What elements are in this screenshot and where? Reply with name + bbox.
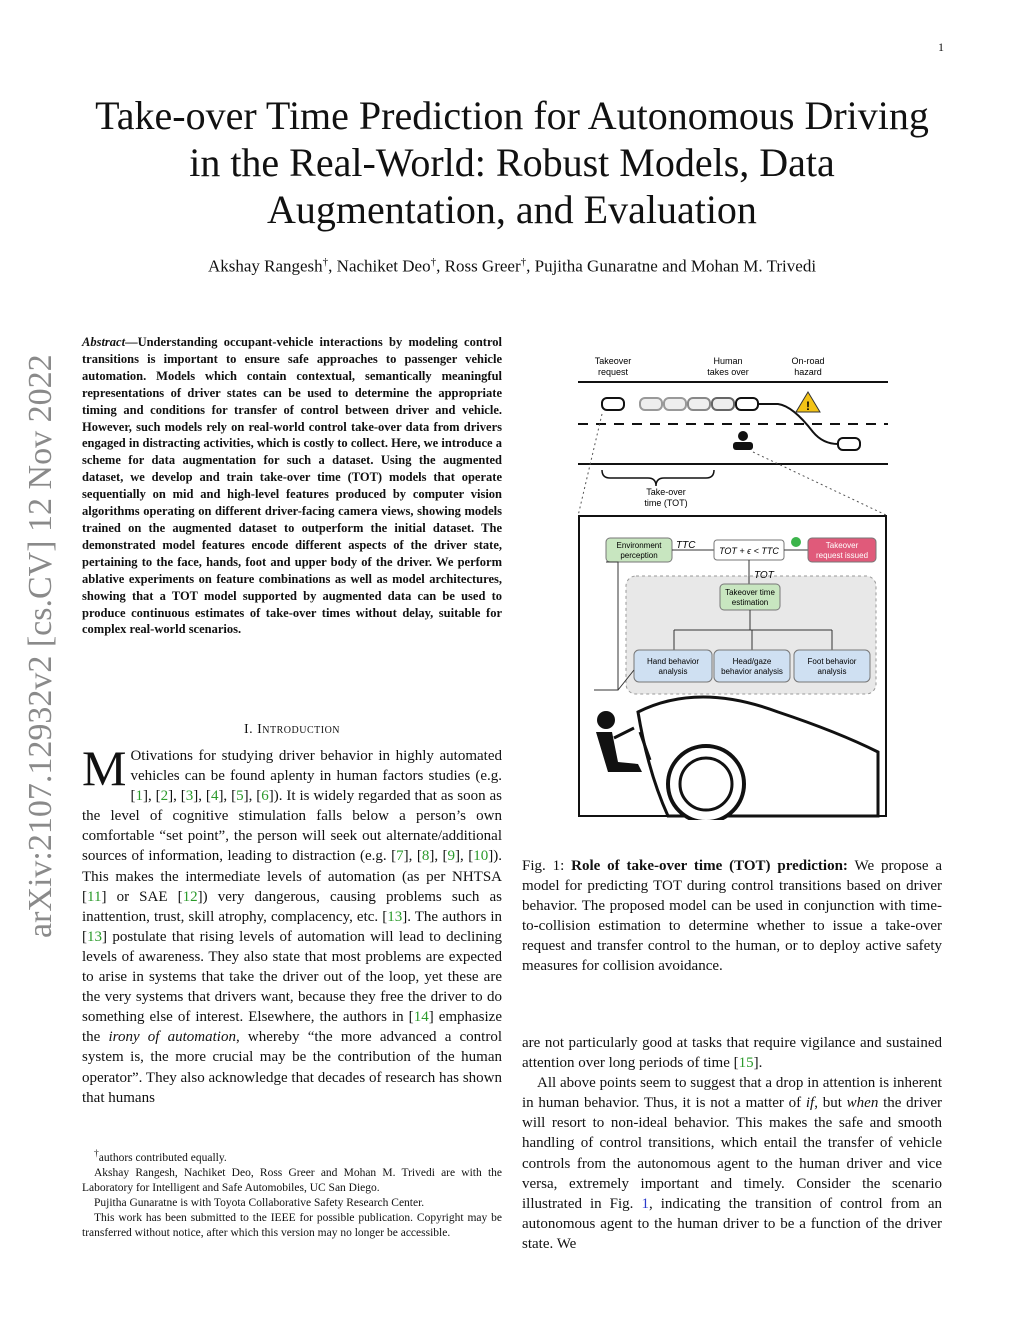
foot-analysis-box [794,650,870,682]
right-paragraph-1: are not particularly good at tasks that require vigilance and sustained attention over long periods of time [15]. [522,1035,942,1072]
emphasis: irony of automation [108,1029,236,1046]
label-takeover-request: Takeover [594,356,632,366]
figure-1 [578,352,888,820]
caption-bold: Role of take-over time (TOT) prediction: [571,858,848,874]
citation[interactable]: 15 [738,1055,754,1072]
label-hazard: On-road [791,356,825,366]
label-takeover-time: time (TOT) [644,498,688,508]
footnote-2: Akshay Rangesh, Nachiket Deo, Ross Greer and Mohan M. Trivedi are with the Laboratory for Intelligent and Safe Automobiles, UC San Diego. [82,1166,502,1194]
label-hazard: hazard [794,367,822,377]
driver-icon [738,431,748,441]
author-list: Akshay Rangesh†, Nachiket Deo†, Ross Greer†, Pujitha Gunaratne and Mohan M. Trivedi [207,256,817,276]
citation[interactable]: 7 [396,848,404,865]
intro-text: ). This makes the intermediate levels of automation (as per NHTSA [ [82,848,503,905]
citation[interactable]: 10 [473,848,489,865]
car-icon [712,398,734,410]
intro-text: Otivations for studying driver behavior in highly automated vehicles can be found aplenty in human factors studies (e.g. [130,748,502,785]
abstract-text: —Understanding occupant-vehicle interactions by modeling control transitions is important to ensure safe approaches to passenger vehicle automation. Models which contain contextual, semantically meaningful representations of driver states can be used to determine the appropriate timing and conditions for transfer of control between driver and vehicle. However, such models rely on real-world control take-over data from drivers engaged in distracting activities, which is costly to collect. Here, we introduce a scheme for data augmentation for such a dataset. Using the augmented dataset, we develop and train take-over time (TOT) models that operate sequentially on mid and high-level features produced by computer vision algorithms operating on different driver-facing camera views, showing models trained on the augmented dataset to outperform the initial dataset. The demonstrated model features encode different aspects of the driver state, pertaining to the face, hands, foot and upper body of the driver. We perform ablative experiments on feature combinations as well as model architectures, showing that a TOT model supported by augmented data can be used to produce continuous estimates of take-over times without delay, suitable for complex real-world scenarios. [82,335,502,637]
citation[interactable]: 5 [236,788,244,805]
citation[interactable]: 9 [447,848,456,865]
right-paragraph-2: All above points seem to suggest that a drop in attention is inherent in human behavior. Thus, it is not a matter of if, but when the driver will resort to non-ideal behavior. This makes the safe and smooth handling of control transitions, which entail the transfer of vehicle controls from the autonomous agent to the human driver and vice versa, extremely important and timely. Consider the scenario illustrated in Fig. 1, indicating the transition of control from an autonomous agent to the human driver to be a function of the driver state. We [522,1075,942,1252]
intro-text: ] emphasize the [82,1009,502,1046]
footnote-3: Pujitha Gunaratne is with Toyota Collaborative Safety Research Center. [94,1196,425,1209]
caption-label: Fig. 1: [522,858,572,874]
tot-estimation-label: estimation [731,598,769,607]
hand-analysis-label: analysis [658,667,688,676]
title-line-3: Augmentation, and Evaluation [267,187,757,232]
label-takeover-time: Take-over [646,487,686,497]
ttc-label: TTC [676,540,696,551]
intro-text: , whereby “the more advanced a control system is, the more crucial may be the contribution of the human operator”. They also acknowledge that decades of research has shown that humans [82,1029,503,1106]
title-line-1: Take-over Time Prediction for Autonomous Driving [95,93,929,138]
emphasis: if [805,1095,815,1112]
dagger-mark: † [94,1148,99,1159]
car-icon [602,398,624,410]
emphasis: when [846,1095,879,1112]
dagger-mark: † [430,256,437,268]
citation[interactable]: 13 [87,928,102,945]
citation[interactable]: 2 [160,788,169,805]
arxiv-identifier: arXiv:2107.12932v2 [cs.CV] 12 Nov 2022 [22,354,59,938]
driver-icon-body [733,442,753,450]
section-heading [82,722,502,738]
title-line-2: in the Real-World: Robust Models, Data [189,140,835,185]
request-issued-label: Takeover [825,541,859,550]
intro-text: ]. The authors in [ [82,908,502,945]
driver-head-icon [597,711,615,729]
citation[interactable]: 6 [261,788,269,805]
car-icon [640,398,662,410]
figure-caption [522,856,942,977]
section-title: Introduction [257,722,341,737]
tot-label: TOT [754,570,774,581]
author-3: Ross Greer [444,256,521,276]
abstract-label: Abstract [82,335,126,349]
footnote-1: †authors contributed equally. [94,1148,227,1164]
label-human-takes-over: takes over [707,367,749,377]
label-human-takes-over: Human [713,356,743,366]
check-icon [791,537,801,547]
citation[interactable]: 3 [185,788,194,805]
wheel-hub [680,758,732,810]
zoom-line [753,452,888,516]
intro-text: ] postulate that rising levels of automation will lead to declining levels of awareness. They also state that most problems are expected to arise in systems that take the driver out of the loop, yet these are the very systems that drivers want, because they free the driver to do something else of interest. Elsewhere, the authors in [ [82,928,502,1026]
intro-text: ] or SAE [ [101,888,183,905]
foot-analysis-label: Foot behavior [807,657,857,666]
head-analysis-label: Head/gaze [732,657,772,666]
car-icon [736,398,758,410]
citation[interactable]: 12 [182,888,198,905]
dagger-mark: † [520,256,527,268]
head-analysis-box [714,650,790,682]
citation[interactable]: 8 [421,848,430,865]
env-perception-label: perception [620,551,658,560]
author-1: Akshay Rangesh [207,256,323,276]
intro-paragraph: M Otivations for studying driver behavior in highly automated vehicles can be found aplenty in human factors studies (e.g. [1], [2], [3], [4], [5], [6]). It is widely regarded that as soon as the level of cognitive stimulation falls below a person’s own comfortable “set point”, the person will seek out alternate/additional sources of information, leading to distraction (e.g. [7], [8], [9], [10]). This makes the intermediate levels of automation (as per NHTSA [11] or SAE [12]) very dangerous, causing problems such as inattention, trust, skill atrophy, complacency, etc. [13]. The authors in [13] postulate that rising levels of automation will lead to declining levels of awareness. They also state that most problems are expected to arise in systems that take the driver out of the loop, yet these are the very systems that drivers want, because they free the driver to do something else of interest. Elsewhere, the authors in [14] emphasize the irony of automation, whereby “the more advanced a control system is, the more crucial may be the contribution of the human operator”. They also acknowledge that decades of research has shown that humans [82,740,503,1106]
dagger-mark: † [322,256,329,268]
citation[interactable]: 1 [135,788,143,805]
intro-text: ). It is widely regarded that as soon as the level of cognitive stimulation falls below a person’s own comfortable “set point”, the person will seek out alternate/additional sources of information, leading to distraction (e.g. [82,788,503,865]
car-icon [688,398,710,410]
footnote-4: This work has been submitted to the IEEE for possible publication. Copyright may be transferred without notice, after which this version may no longer be accessible. [82,1211,502,1239]
intro-text: ]) very dangerous, causing problems such as inattention, trust, skill atrophy, complacency, etc. [ [82,888,502,925]
dropcap: M [82,740,127,796]
author-2: Nachiket Deo [336,256,431,276]
page-number: 1 [938,40,944,54]
condition-label: TOT + ϵ < TTC [719,546,779,556]
right-column-text [522,1033,942,1254]
section-number: I. [243,722,254,737]
env-perception-label: Environment [616,541,662,550]
warning-icon-mark: ! [806,399,810,413]
head-analysis-label: behavior analysis [721,667,783,676]
citation[interactable]: 14 [413,1009,429,1026]
citation[interactable]: 13 [387,908,403,925]
citation[interactable]: 4 [210,788,219,805]
request-issued-label: request issued [815,551,869,560]
hand-analysis-label: Hand behavior [646,657,700,666]
caption-text: We propose a model for predicting TOT during control transitions based on driver behavior. The proposed model can be used in conjunction with time-to-collision estimation to determine whether to issue a take-over request and transfer control to the human, or to deploy active safety measures for collision avoidance. [522,858,942,975]
author-rest: , Pujitha Gunaratne and Mohan M. Trivedi [526,256,817,276]
paper-title [60,92,964,233]
footnotes [82,1146,502,1241]
abstract [82,334,502,638]
citation[interactable]: 11 [87,888,102,905]
label-takeover-request: request [597,367,629,377]
car-icon [838,438,860,450]
hand-analysis-box [634,650,712,682]
figure-link[interactable]: 1 [641,1195,649,1212]
tot-estimation-label: Takeover time [725,588,775,597]
car-icon [664,398,686,410]
time-brace [602,470,714,486]
foot-analysis-label: analysis [817,667,847,676]
